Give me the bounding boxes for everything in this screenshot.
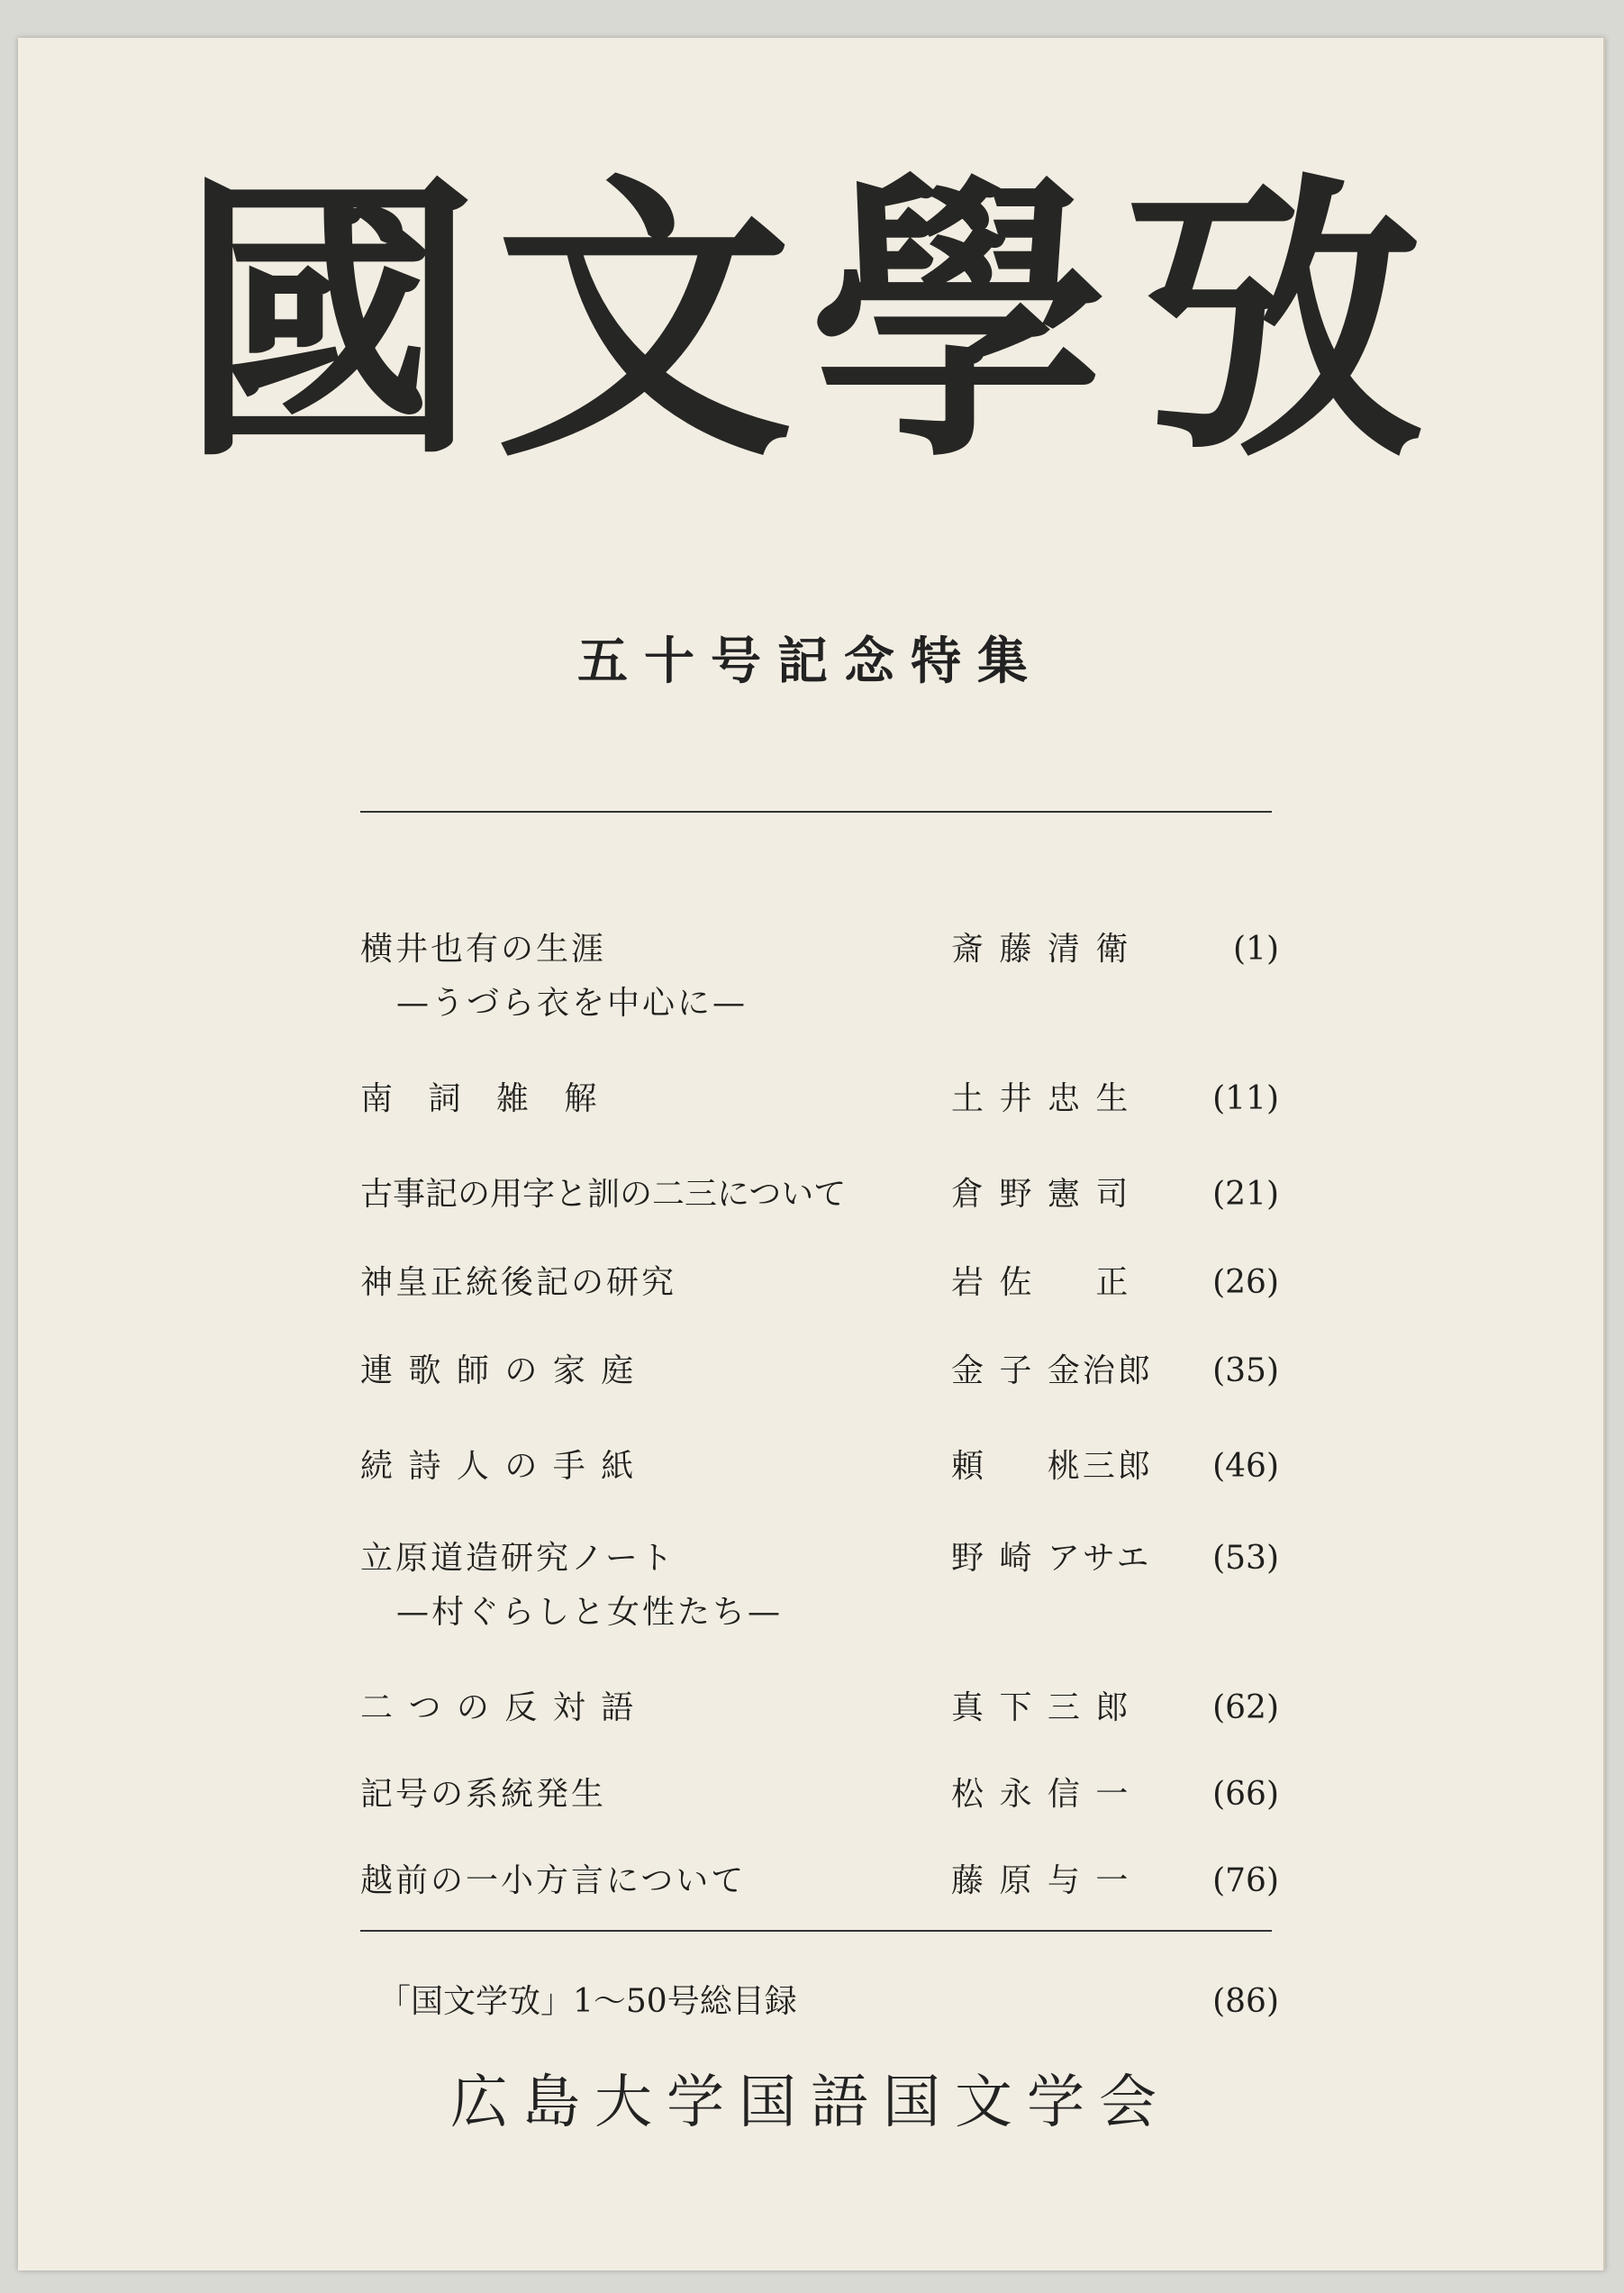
toc-entry (360, 1072, 1279, 1126)
toc-title: 続 詩 人 の 手 紙 (360, 1448, 637, 1485)
toc-author: 真 下 三 郎 (951, 1689, 1131, 1726)
toc-page: (1) (1233, 931, 1279, 968)
toc-page: (53) (1212, 1540, 1279, 1577)
toc-page: (46) (1212, 1448, 1279, 1485)
toc-author: 金 子 金治郎 (951, 1352, 1153, 1389)
toc-title: 古事記の用字と訓の二三について (360, 1176, 847, 1213)
toc-author: 藤 原 与 一 (951, 1862, 1131, 1899)
toc-entry (360, 1768, 1279, 1822)
toc-title: 連 歌 師 の 家 庭 (360, 1352, 637, 1389)
top-divider (360, 811, 1272, 813)
toc-subtitle: —うづら衣を中心に— (396, 985, 748, 1022)
toc-page: (35) (1212, 1352, 1279, 1389)
toc-entry (360, 1854, 1279, 1908)
toc-author: 斎 藤 清 衛 (951, 931, 1131, 968)
toc-entry (360, 1168, 1279, 1222)
toc-title: 南 詞 雑 解 (360, 1080, 610, 1117)
toc-entry (360, 1532, 1279, 1586)
special-issue-subtitle: 五十号記念特集 (577, 632, 1044, 691)
journal-title: 國文學攷 (180, 147, 1441, 496)
toc-title: 二 つ の 反 対 語 (360, 1689, 637, 1726)
cover-page (18, 38, 1605, 2270)
toc-author: 野 崎 アサエ (951, 1540, 1152, 1577)
index-title: 「国文学攷」1～50号総目録 (378, 1983, 797, 2020)
toc-page: (62) (1212, 1689, 1279, 1726)
toc-title: 越前の一小方言について (360, 1862, 747, 1899)
toc-entry (360, 923, 1279, 977)
toc-entry (360, 1681, 1279, 1735)
general-index-entry (360, 1975, 1279, 2029)
toc-entry (360, 1256, 1279, 1310)
toc-author: 岩 佐 正 (951, 1264, 1131, 1301)
toc-author: 頼 桃三郎 (951, 1448, 1153, 1485)
toc-page: (66) (1212, 1776, 1279, 1813)
toc-entry (360, 1440, 1279, 1494)
toc-entry (360, 1344, 1279, 1398)
toc-author: 松 永 信 一 (951, 1776, 1131, 1813)
toc-author: 土 井 忠 生 (951, 1080, 1131, 1117)
toc-page: (11) (1212, 1080, 1279, 1117)
publisher-name: 広島大学国語国文学会 (450, 2070, 1171, 2136)
toc-subtitle: —村ぐらしと女性たち— (396, 1594, 784, 1631)
toc-title: 記号の系統発生 (360, 1776, 607, 1813)
bottom-divider (360, 1930, 1272, 1932)
toc-page: (76) (1212, 1862, 1279, 1899)
toc-title: 神皇正統後記の研究 (360, 1264, 677, 1301)
toc-author: 倉 野 憲 司 (951, 1176, 1131, 1213)
toc-page: (26) (1212, 1264, 1279, 1301)
index-page: (86) (1212, 1983, 1279, 2020)
toc-page: (21) (1212, 1176, 1279, 1213)
toc-title: 横井也有の生涯 (360, 931, 607, 968)
toc-title: 立原道造研究ノート (360, 1540, 676, 1577)
